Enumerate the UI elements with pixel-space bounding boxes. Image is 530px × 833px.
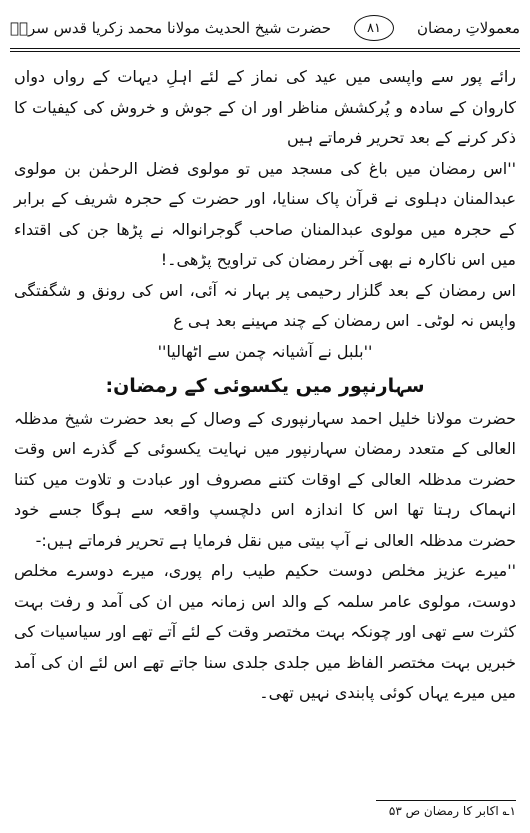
paragraph-intro: رائے پور سے واپسی میں عید کی نماز کے لئے اہلِ دیہات کے رواں دواں کاروان کے سادہ و پُرکشش مناظر اور ان کے جوش و خروش کی کیفیات کا ذکر کرنے کے بعد تحریر فرماتے ہیں: [14, 67, 516, 147]
footnote: ۱؎ اکابر کا رمضان ص ۵۳: [388, 804, 516, 818]
section-heading: سہارنپور میں یکسوئی کے رمضان:: [105, 375, 425, 397]
paragraph-saharanpur: حضرت مولانا خلیل احمد سہارنپوری کے وصال کے بعد حضرت شیخ مدظلہ العالی کے متعدد رمضان سہارنپور میں نہایت یکسوئی کے گذرے اس وقت حضرت مدظلہ العالی کے اوقات کتنے مصروف اور عبادت و تلاوت میں کتنا انہماک رہتا تھا اس کا اندازہ اس دلچسپ واقعہ سے ہوگا جسے خود حضرت مدظلہ العالی نے آپ بیتی میں نقل فرمایا ہے تحریر فرماتے ہیں:-: [14, 408, 516, 550]
page-header: [10, 10, 520, 46]
header-rule: [10, 48, 520, 49]
verse-line: ''بلبل نے آشیانہ چمن سے اٹھالیا'': [157, 341, 373, 361]
paragraph-quote-friends: ''میرے عزیز مخلص دوست حکیم طیب رام پوری، میرے دوسرے مخلص دوست، مولوی عامر سلمہ کے والد اس زمانہ میں ان کی آمد و رفت بہت کثرت سے تھی اور چونکہ بہت مختصر وقت کے لئے آتے تھے اور سیاسیات کی خبریں بہت مختصر الفاظ میں جلدی جلدی سنا جاتے تھے اس لئے ان کی آمد میں میرے یہاں کوئی پابندی نہیں تھی۔: [14, 561, 516, 702]
page-number: ۸۱: [354, 15, 394, 41]
paragraph-quote-ramadan: ''اس رمضان میں باغ کی مسجد میں تو مولوی فضل الرحمٰن بن مولوی عبدالمنان دہلوی نے قرآن پاک سنایا، اور حضرت کے حجرہ شریف کے برابر کے حجرہ میں مولوی عبدالمنان صاحب گوجرانوالہ نے پڑھا جن کی اقتداء میں اس ناکارہ نے بھی آخر رمضان کی تراویح پڑھی۔!: [14, 158, 516, 269]
footnote-rule: [376, 800, 516, 801]
header-rule-thin: [10, 51, 520, 52]
header-chapter-title: حضرت شیخ الحدیث مولانا محمد زکریا قدس سرہٗ: [10, 19, 331, 37]
paragraph-after-ramadan: اس رمضان کے بعد گلزار رحیمی پر بہار نہ آئی، اس کی رونق و شگفتگی واپس نہ لوٹی۔ اس رمضان کے چند مہینے بعد ہی ع: [14, 280, 516, 330]
header-book-title: معمولاتِ رمضان: [416, 19, 520, 37]
page-body: [14, 62, 516, 709]
